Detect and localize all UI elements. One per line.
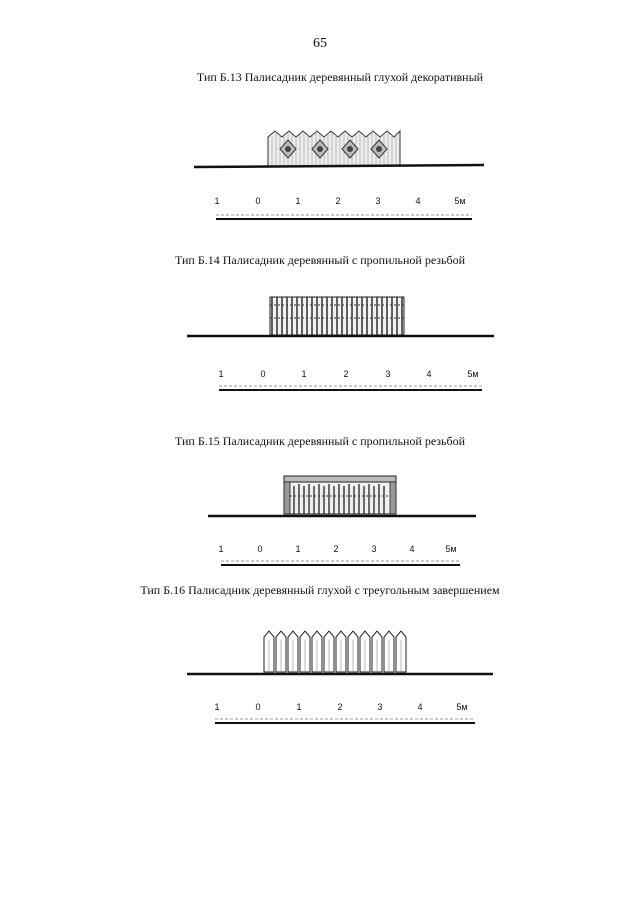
scale-b16 [214,702,475,723]
scale-b16-label: 5м [456,702,468,712]
ground-line-b13 [194,165,484,167]
scale-b15-label: 0 [257,544,263,554]
scale-b13-label: 4 [415,196,421,206]
fence-b16 [187,631,493,723]
scale-b15-label: 2 [333,544,339,554]
caption-b15: Тип Б.15 Палисадник деревянный с пропильной резьбой [174,434,466,448]
scale-b14 [218,369,482,390]
scale-b15-label: 5м [445,544,457,554]
fence-b15-top-rail [284,476,396,482]
scale-b13-label: 1 [214,196,220,206]
scale-b13-label: 1 [295,196,301,206]
caption-b13: Тип Б.13 Палисадник деревянный глухой декоративный [196,70,484,84]
scale-b14-label: 3 [385,369,391,379]
scale-b13-label: 0 [255,196,261,206]
page-number: 65 [313,36,327,51]
scale-b14-label: 1 [301,369,307,379]
scale-b16-label: 4 [417,702,423,712]
scale-b13-label: 3 [375,196,381,206]
scale-b16-label: 0 [255,702,261,712]
scale-b15-label: 1 [295,544,301,554]
scale-b15-label: 4 [409,544,415,554]
scale-b15-label: 1 [218,544,224,554]
scale-b13-label: 2 [335,196,341,206]
scale-b14-label: 0 [260,369,266,379]
scale-b14-label: 4 [426,369,432,379]
scale-b14-label: 1 [218,369,224,379]
fence-b16-pickets [264,631,406,672]
fence-b14-pickets [272,297,402,335]
scale-b16-label: 2 [337,702,343,712]
scale-b15 [218,544,460,565]
caption-b14: Тип Б.14 Палисадник деревянный с пропильной резьбой [174,253,466,267]
scale-b16-label: 1 [296,702,302,712]
scale-b13 [214,196,472,219]
scale-b16-label: 3 [377,702,383,712]
fence-b15 [208,476,476,565]
scale-b16-label: 1 [214,702,220,712]
scale-b15-label: 3 [371,544,377,554]
fence-b13 [194,131,484,219]
scale-b13-label: 5м [454,196,466,206]
fence-b14 [187,297,494,390]
scale-b14-label: 2 [343,369,349,379]
caption-b16: Тип Б.16 Палисадник деревянный глухой с треугольным завершением [140,583,500,597]
scale-b14-label: 5м [467,369,479,379]
